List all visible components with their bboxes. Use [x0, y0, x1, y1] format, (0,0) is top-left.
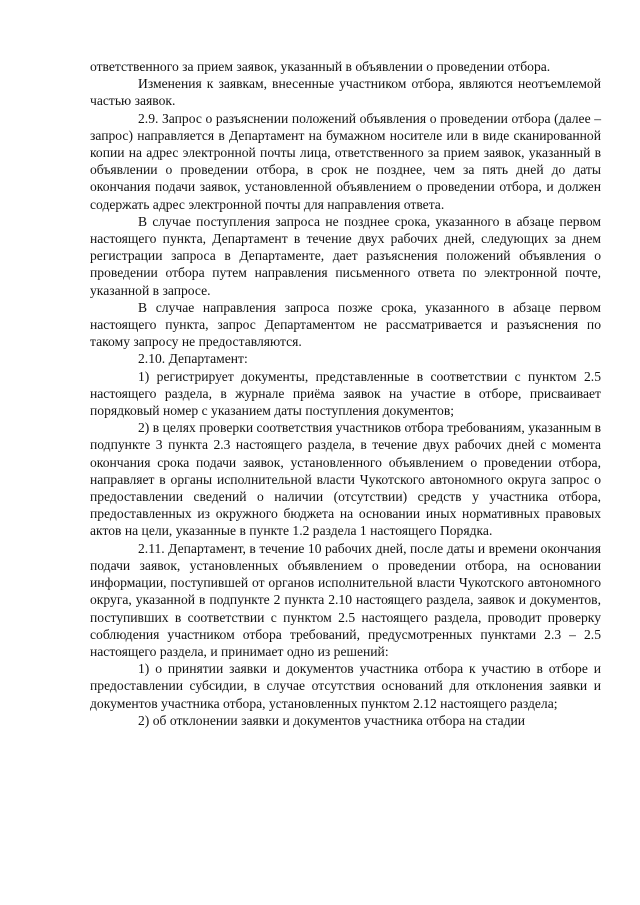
- paragraph-2-10-item-1: 1) регистрирует документы, представленные в соответствии с пунктом 2.5 настоящего раздела, в журнале приёма заявок на участие в отборе, присваивает порядковый номер с указанием даты поступления документов;: [90, 368, 601, 419]
- paragraph-2-11: 2.11. Департамент, в течение 10 рабочих дней, после даты и времени окончания подачи заявок, установленных объявлением о проведении отбора, на основании информации, поступившей от органов исполнительной власти Чукотского автономного округа, указанной в подпункте 2 пункта 2.10 настоящего раздела, заявок и документов, поступивших в соответствии с пунктом 2.5 настоящего раздела, проводит проверку соблюдения участником отбора требований, предусмотренных пунктами 2.3 – 2.5 настоящего раздела, и принимает одно из решений:: [90, 540, 601, 659]
- paragraph-2-9: 2.9. Запрос о разъяснении положений объявления о проведении отбора (далее – запрос) направляется в Департамент на бумажном носителе или в виде сканированной копии на адрес электронной почты лица, ответственного за прием заявок, указанный в объявлении о проведении отбора, в срок не позднее, чем за пять дней до даты окончания подачи заявок, установленной объявлением о проведении отбора, и должен содержать адрес электронной почты для направления ответа.: [90, 110, 601, 212]
- paragraph-amendments: Изменения к заявкам, внесенные участником отбора, являются неотъемлемой частью заявок.: [90, 76, 601, 109]
- paragraph-request-in-time: В случае поступления запроса не позднее срока, указанного в абзаце первом настоящего пункта, Департамент в течение двух рабочих дней, следующих за днем регистрации запроса в Департаменте, дает разъяснения положений объявления о проведении отбора путем направления письменного ответа по электронной почте, указанной в запросе.: [90, 213, 601, 298]
- paragraph-2-10-heading: 2.10. Департамент:: [138, 351, 248, 367]
- paragraph-request-late: В случае направления запроса позже срока, указанного в абзаце первом настоящего пункта, запрос Департаментом не рассматривается и разъяснения по такому запросу не предоставляются.: [90, 299, 601, 350]
- paragraph-2-10-item-2: 2) в целях проверки соответствия участников отбора требованиям, указанным в подпункте 3 пункта 2.3 настоящего раздела, в течение двух рабочих дней с момента окончания срока подачи заявок, установленного объявлением о проведении отбора, направляет в органы исполнительной власти Чукотского автономного округа запрос о предоставлении сведений о наличии (отсутствии) средств у участника отбора, предоставленных из окружного бюджета на основании иных нормативных правовых актов на цели, указанные в пункте 1.2 раздела 1 настоящего Порядка.: [90, 420, 601, 539]
- paragraph-2-11-item-2: 2) об отклонении заявки и документов участника отбора на стадии: [138, 712, 526, 728]
- document-body: [90, 58, 601, 729]
- paragraph-continuation: ответственного за прием заявок, указанный в объявлении о проведении отбора.: [90, 59, 551, 74]
- paragraph-2-11-item-1: 1) о принятии заявки и документов участника отбора к участию в отборе и предоставлении субсидии, в случае отсутствия оснований для отклонения заявки и документов участника отбора, установленных пунктом 2.12 настоящего раздела;: [90, 661, 601, 711]
